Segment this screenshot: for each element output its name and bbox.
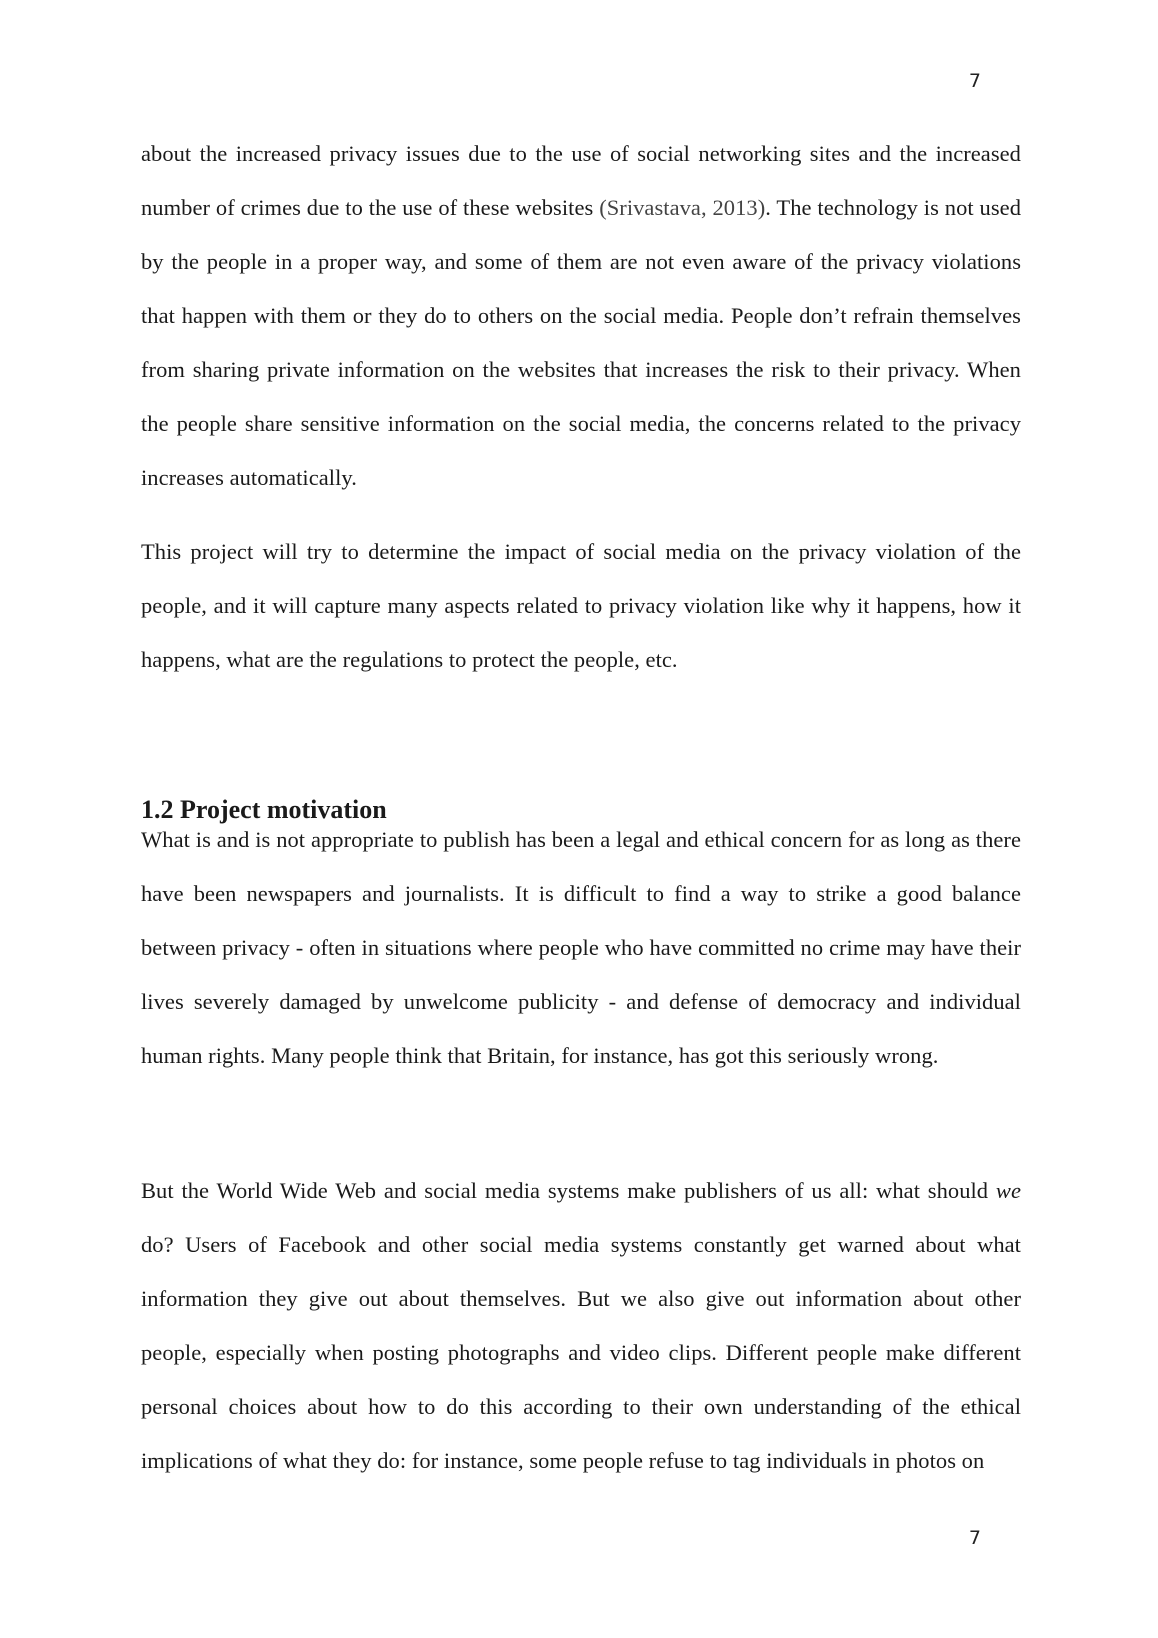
paragraph-text: But the World Wide Web and social media systems make publishers of us all: what should — [141, 1178, 996, 1203]
paragraph-text: about the increased privacy issues due to the use of social networking sites and the increased number of crimes due to the use of these websites — [141, 141, 1021, 220]
paragraph-text: . The technology is not used by the people in a proper way, and some of them are not even aware of the privacy violations that happen with them or they do to others on the social media. People don’t refrain themselves from sharing private information on the websites that increases the risk to their privacy. When the people share sensitive information on the social media, the concerns related to the privacy increases automatically. — [141, 195, 1021, 490]
citation: (Srivastava, 2013) — [599, 195, 766, 220]
emphasis-text: we — [995, 1178, 1021, 1203]
paragraph-motivation: What is and is not appropriate to publish has been a legal and ethical concern for as long as there have been newspapers and journalists. It is difficult to find a way to strike a good balance between privacy - often in situations where people who have committed no crime may have their lives severely damaged by unwelcome publicity - and defense of democracy and individual human rights. Many people think that Britain, for instance, has got this seriously wrong. — [141, 827, 1021, 1068]
page-number-top: 7 — [968, 70, 981, 92]
paragraph-privacy-issues — [141, 127, 1021, 505]
paragraph-social-media — [141, 1164, 1021, 1488]
paragraph-text: do? Users of Facebook and other social media systems constantly get warned about what information they give out about themselves. But we also give out information about other people, especially when posting photographs and video clips. Different people make different personal choices about how to do this according to their own understanding of the ethical implications of what they do: for instance, some people refuse to tag individuals in photos on — [141, 1232, 1021, 1473]
paragraph-project-aim: This project will try to determine the impact of social media on the privacy violation of the people, and it will capture many aspects related to privacy violation like why it happens, how it happens, what are the regulations to protect the people, etc. — [141, 539, 1021, 672]
section-heading: 1.2 Project motivation — [141, 795, 387, 824]
page-number-bottom: 7 — [968, 1527, 981, 1549]
